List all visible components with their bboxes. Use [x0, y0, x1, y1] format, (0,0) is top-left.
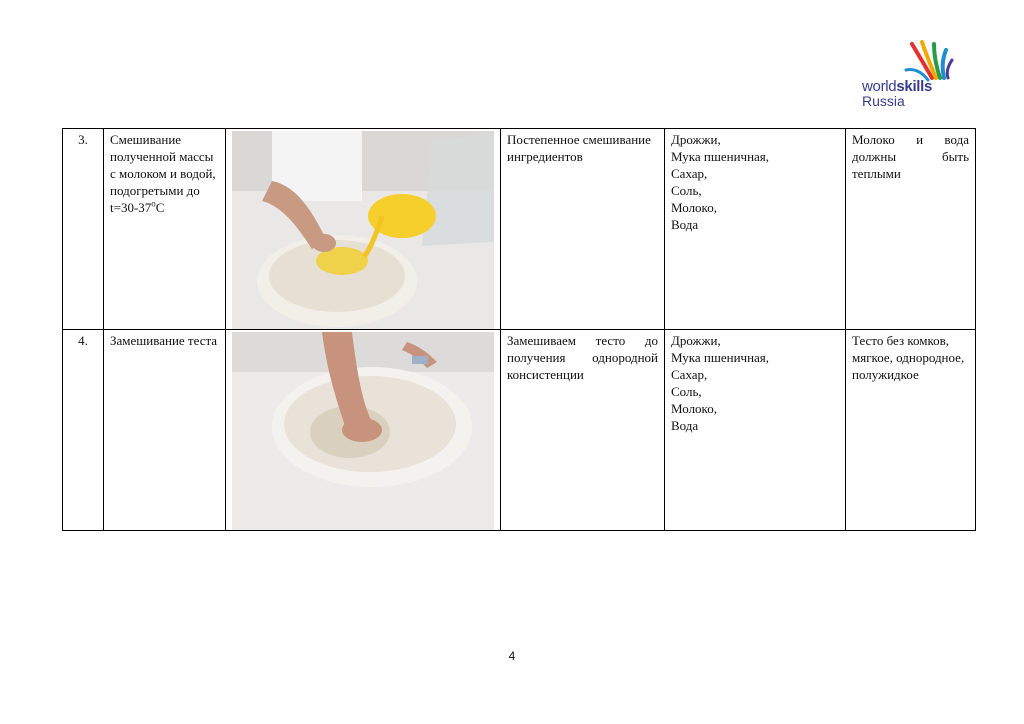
logo-text: [862, 80, 932, 108]
step-name: Смешивание полученной массы с молоком и водой, подогретыми до $t=30-37^oС$: [104, 129, 226, 330]
step-number: 3.: [63, 129, 104, 330]
pouring-mixture-photo: [232, 131, 494, 329]
technology-steps-table: [62, 128, 976, 531]
page-number: 4: [508, 649, 516, 663]
kneading-dough-photo: [232, 332, 494, 530]
ingredients: Дрожжи, Мука пшеничная, Сахар, Соль, Молоко, Вода: [665, 129, 846, 330]
table-row: [63, 129, 976, 330]
table-row: [63, 330, 976, 531]
technique: Замешиваем тесто до получения однородной консистенции: [501, 330, 665, 531]
requirements: Молоко и вода должны быть теплыми: [846, 129, 976, 330]
ingredients: Дрожжи, Мука пшеничная, Сахар, Соль, Молоко, Вода: [665, 330, 846, 531]
logo-russia: Russia: [862, 93, 905, 109]
step-number: 4.: [63, 330, 104, 531]
requirements: Тесто без комков, мягкое, однородное, полужидкое: [846, 330, 976, 531]
logo-world: world: [862, 78, 897, 95]
step-name: Замешивание теста: [104, 330, 226, 531]
logo-skills: skills: [896, 78, 933, 95]
step-photo: [226, 129, 501, 330]
worldskills-russia-logo: [860, 40, 970, 112]
technique: Постепенное смешивание ингредиентов: [501, 129, 665, 330]
step-photo: [226, 330, 501, 531]
